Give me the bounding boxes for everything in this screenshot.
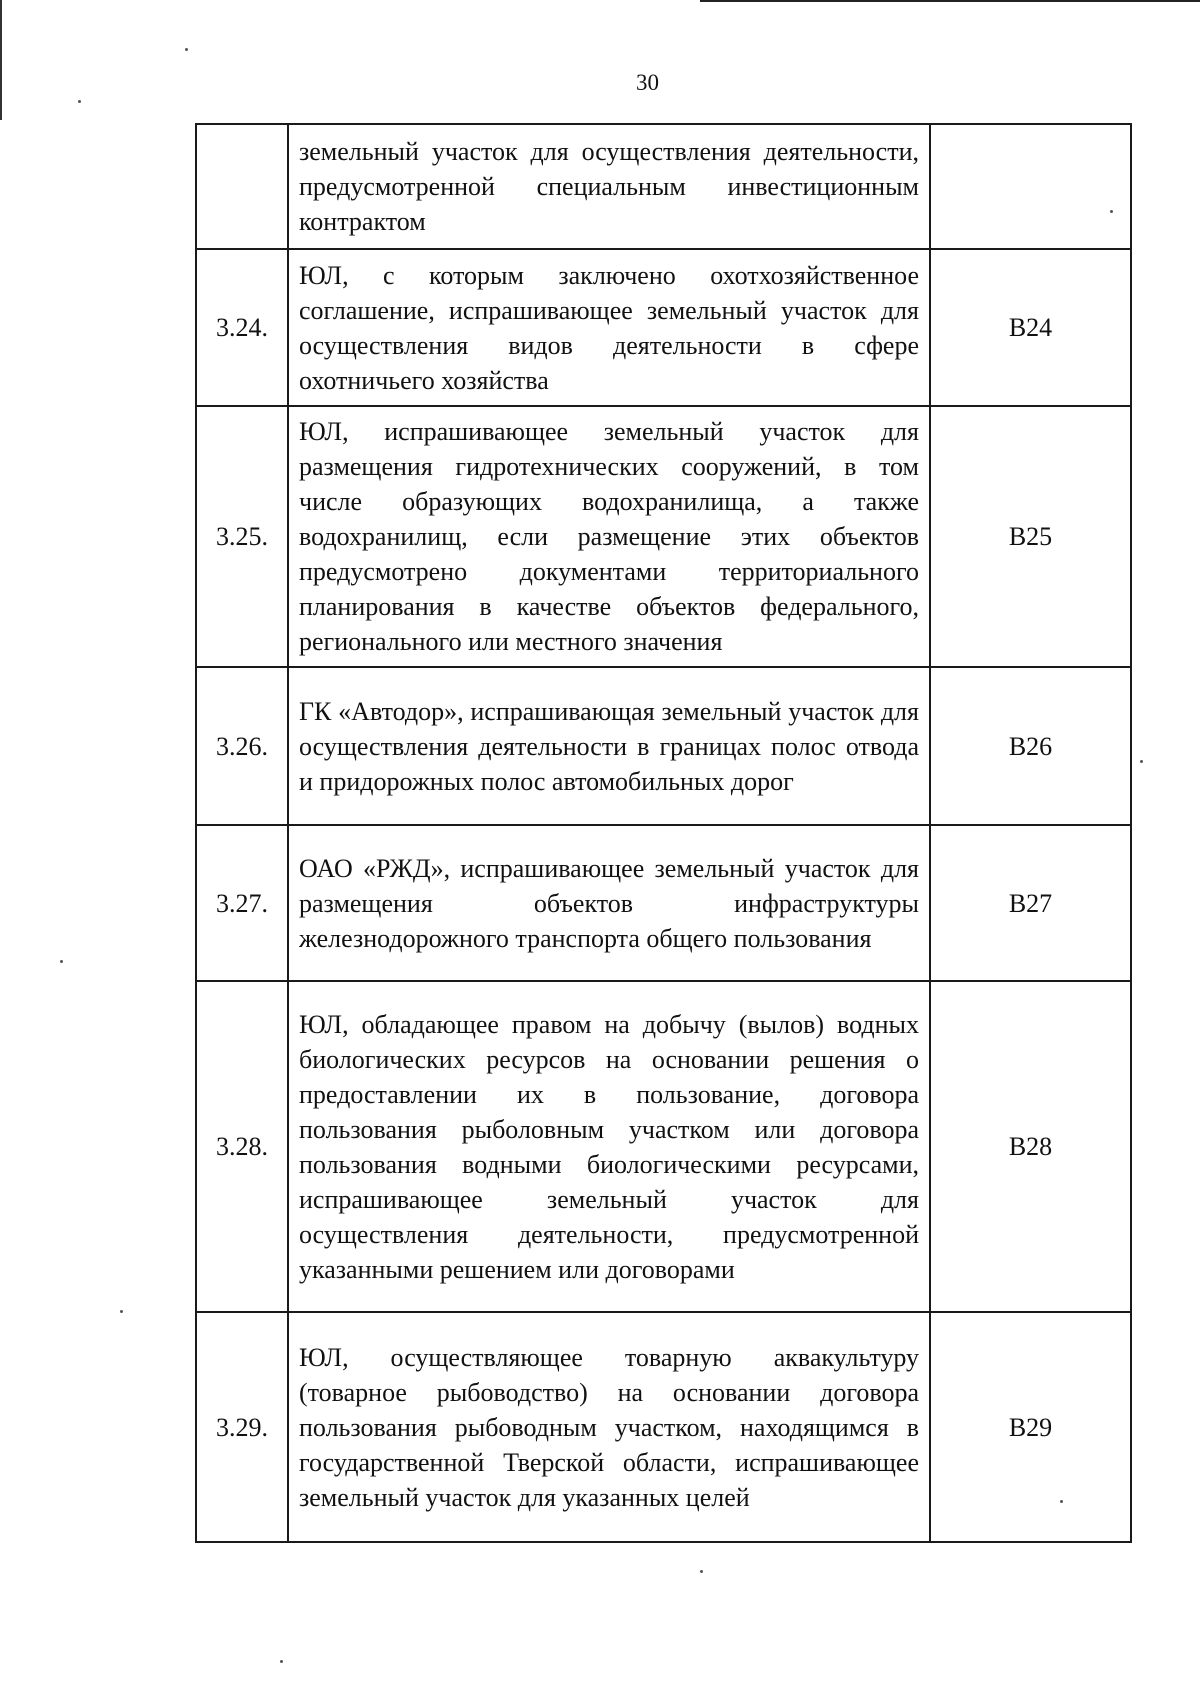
row-code: В27 <box>930 825 1131 981</box>
row-description: ГК «Автодор», испрашивающая земельный участок для осуществления деятельности в границах полос отвода и придорожных полос автомобильных дорог <box>288 667 930 825</box>
scan-speck <box>120 1310 123 1313</box>
table-row <box>196 124 1131 249</box>
row-code <box>930 124 1131 249</box>
row-number <box>196 124 288 249</box>
scan-speck <box>700 1570 703 1573</box>
row-description: земельный участок для осуществления деятельности, предусмотренной специальным инвестиционным контрактом <box>288 124 930 249</box>
table-row <box>196 667 1131 825</box>
row-description: ЮЛ, испрашивающее земельный участок для размещения гидротехнических сооружений, в том числе образующих водохранилища, а также водохранилищ, если размещение этих объектов предусмотрено документами территориального планирования в качестве объектов федерального, регионального или местного значения <box>288 406 930 667</box>
scan-speck <box>1110 210 1113 213</box>
scan-speck <box>280 1660 283 1663</box>
row-description: ЮЛ, обладающее правом на добычу (вылов) водных биологических ресурсов на основании решения о предоставлении их в пользование, договора пользования рыболовным участком или договора пользования водными биологическими ресурсами, испрашивающее земельный участок для осуществления деятельности, предусмотренной указанными решением или договорами <box>288 981 930 1312</box>
row-code: В25 <box>930 406 1131 667</box>
row-number: 3.29. <box>196 1312 288 1542</box>
row-description: ОАО «РЖД», испрашивающее земельный участок для размещения объектов инфраструктуры железнодорожного транспорта общего пользования <box>288 825 930 981</box>
table-row <box>196 825 1131 981</box>
scan-speck <box>78 100 81 103</box>
row-number: 3.25. <box>196 406 288 667</box>
scan-edge-left <box>0 0 2 120</box>
row-description: ЮЛ, с которым заключено охотхозяйственное соглашение, испрашивающее земельный участок для осуществления видов деятельности в сфере охотничьего хозяйства <box>288 249 930 406</box>
row-code: В26 <box>930 667 1131 825</box>
scan-speck <box>1140 760 1143 763</box>
row-number: 3.26. <box>196 667 288 825</box>
row-number: 3.28. <box>196 981 288 1312</box>
row-code: В29 <box>930 1312 1131 1542</box>
scan-edge-top <box>700 0 1200 2</box>
row-code: В24 <box>930 249 1131 406</box>
scan-speck <box>185 48 188 51</box>
table-row <box>196 249 1131 406</box>
row-code: В28 <box>930 981 1131 1312</box>
page-number: 30 <box>636 70 659 95</box>
scan-speck <box>60 960 63 963</box>
table-row <box>196 981 1131 1312</box>
document-table <box>195 123 1132 1543</box>
table-row <box>196 1312 1131 1542</box>
row-number: 3.24. <box>196 249 288 406</box>
row-number: 3.27. <box>196 825 288 981</box>
table-row <box>196 406 1131 667</box>
scan-speck <box>1060 1500 1063 1503</box>
row-description: ЮЛ, осуществляющее товарную аквакультуру (товарное рыбоводство) на основании договора пользования рыбоводным участком, находящимся в государственной Тверской области, испрашивающее земельный участок для указанных целей <box>288 1312 930 1542</box>
